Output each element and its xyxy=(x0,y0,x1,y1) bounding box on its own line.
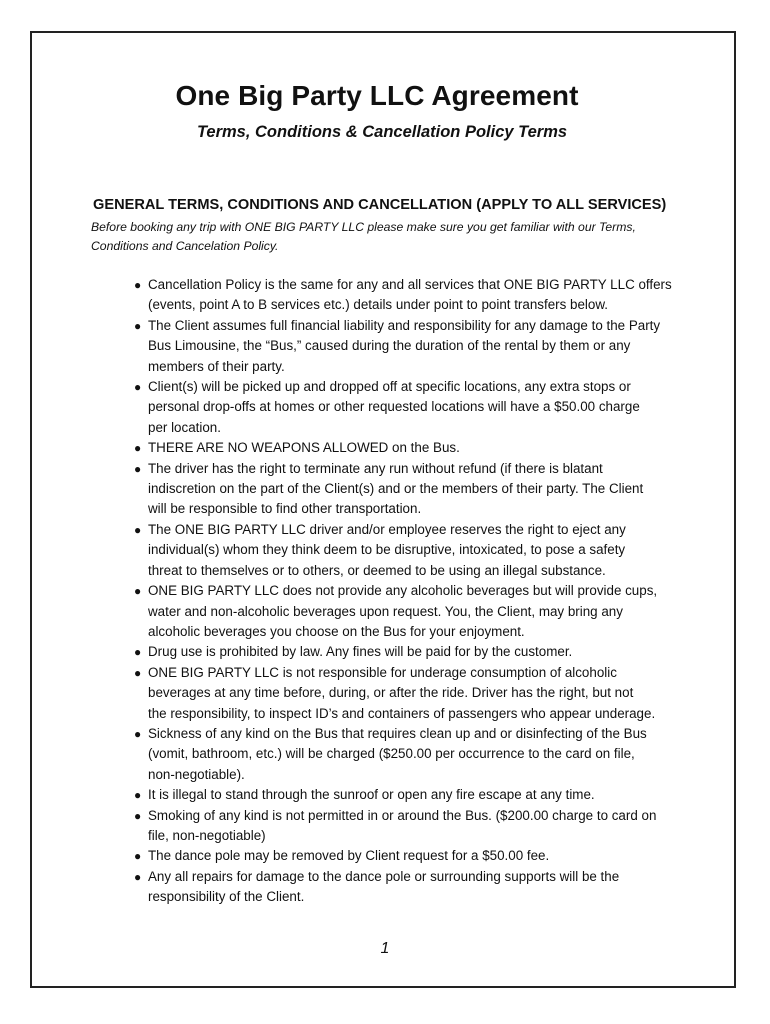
bullet-dot-icon: ● xyxy=(134,645,142,660)
list-item xyxy=(134,724,694,785)
bullet-text-line: THERE ARE NO WEAPONS ALLOWED on the Bus. xyxy=(148,440,460,456)
bullet-dot-icon: ● xyxy=(134,788,142,803)
bullet-text-line: Sickness of any kind on the Bus that requires clean up and or disinfecting of the Bus xyxy=(148,725,647,741)
bullet-text-line: members of their party. xyxy=(148,358,285,374)
bullet-dot-icon: ● xyxy=(134,278,142,292)
list-item xyxy=(134,581,694,642)
bullet-text-line: per location. xyxy=(148,419,221,435)
bullet-dot-icon: ● xyxy=(134,665,142,680)
bullet-text-line: indiscretion on the part of the Client(s) and or the members of their party. The Client xyxy=(148,481,644,497)
list-item xyxy=(134,316,694,377)
bullet-text-line: ONE BIG PARTY LLC does not provide any alcoholic beverages but will provide cups, xyxy=(148,583,658,599)
bullet-dot-icon: ● xyxy=(134,584,142,599)
bullet-text-line: file, non-negotiable) xyxy=(148,827,266,843)
bullet-text-line: It is illegal to stand through the sunroof or open any fire escape at any time. xyxy=(148,787,595,803)
bullet-text-line: Cancellation Policy is the same for any and all services that ONE BIG PARTY LLC offers xyxy=(148,277,672,292)
document-title: One Big Party LLC Agreement xyxy=(175,80,579,111)
bullet-text-line: non-negotiable). xyxy=(148,766,245,782)
bullet-dot-icon: ● xyxy=(134,808,142,823)
bullet-text-line: (events, point A to B services etc.) details under point to point transfers below. xyxy=(148,297,608,313)
list-item xyxy=(134,520,694,581)
bullet-text-line: The driver has the right to terminate any run without refund (if there is blatant xyxy=(148,460,603,476)
bullet-dot-icon: ● xyxy=(134,522,142,537)
bullet-dot-icon: ● xyxy=(134,380,142,395)
bullet-text-line: responsibility of the Client. xyxy=(148,889,305,905)
document-subtitle: Terms, Conditions & Cancellation Policy Terms xyxy=(196,123,568,141)
list-item xyxy=(134,275,694,316)
bullet-text-line: Any all repairs for damage to the dance pole or surrounding supports will be the xyxy=(148,868,620,884)
list-item xyxy=(134,642,694,662)
bullet-text-line: The ONE BIG PARTY LLC driver and/or employee reserves the right to eject any xyxy=(148,521,626,537)
list-item xyxy=(134,867,694,908)
bullet-dot-icon: ● xyxy=(134,441,142,456)
bullet-text-line: water and non-alcoholic beverages upon request. You, the Client, may bring any xyxy=(148,603,623,619)
page-number: 1 xyxy=(380,940,390,957)
bullet-text-line: Client(s) will be picked up and dropped off at specific locations, any extra stops or xyxy=(148,379,631,395)
section-heading: GENERAL TERMS, CONDITIONS AND CANCELLATION (APPLY TO ALL SERVICES) xyxy=(93,197,667,213)
list-item xyxy=(134,806,694,847)
bullet-text-line: beverages at any time before, during, or after the ride. Driver has the right, but not xyxy=(148,685,634,701)
bullet-text-line: The dance pole may be removed by Client request for a $50.00 fee. xyxy=(148,848,550,864)
list-item xyxy=(134,785,694,805)
intro-paragraph: Before booking any trip with ONE BIG PARTY LLC please make sure you get familiar with our Terms, Conditions and Cancelation Policy. xyxy=(91,220,636,253)
bullet-dot-icon: ● xyxy=(134,726,142,741)
terms-bullet-list xyxy=(134,275,694,908)
bullet-text-line: the responsibility, to inspect ID’s and containers of passengers who appear underage. xyxy=(148,705,656,721)
list-item xyxy=(134,846,694,866)
bullet-text-line: (vomit, bathroom, etc.) will be charged ($250.00 per occurrence to the card on file, xyxy=(148,746,635,762)
bullet-text-line: will be responsible to find other transportation. xyxy=(148,501,422,517)
list-item xyxy=(134,438,694,458)
bullet-text-line: The Client assumes full financial liability and responsibility for any damage to the Party xyxy=(148,317,661,333)
bullet-text-line: Bus Limousine, the “Bus,” caused during the duration of the rental by them or any xyxy=(148,338,631,354)
bullet-text-line: Smoking of any kind is not permitted in or around the Bus. ($200.00 charge to card on xyxy=(148,807,657,823)
bullet-text-line: Drug use is prohibited by law. Any fines will be paid for by the customer. xyxy=(148,644,573,660)
bullet-text-line: alcoholic beverages you choose on the Bus for your enjoyment. xyxy=(148,623,525,639)
bullet-dot-icon: ● xyxy=(134,318,142,333)
bullet-text-line: personal drop-offs at homes or other requested locations will have a $50.00 charge xyxy=(148,399,640,415)
bullet-dot-icon: ● xyxy=(134,869,142,884)
bullet-text-line: threat to themselves or to others, or deemed to be using an illegal substance. xyxy=(148,562,606,578)
bullet-text-line: ONE BIG PARTY LLC is not responsible for underage consumption of alcoholic xyxy=(148,664,617,680)
bullet-dot-icon: ● xyxy=(134,461,142,476)
list-item xyxy=(134,377,694,438)
list-item xyxy=(134,459,694,520)
list-item xyxy=(134,663,694,724)
bullet-dot-icon: ● xyxy=(134,849,142,864)
bullet-text-line: individual(s) whom they think deem to be disruptive, intoxicated, to pose a safety xyxy=(148,542,626,558)
